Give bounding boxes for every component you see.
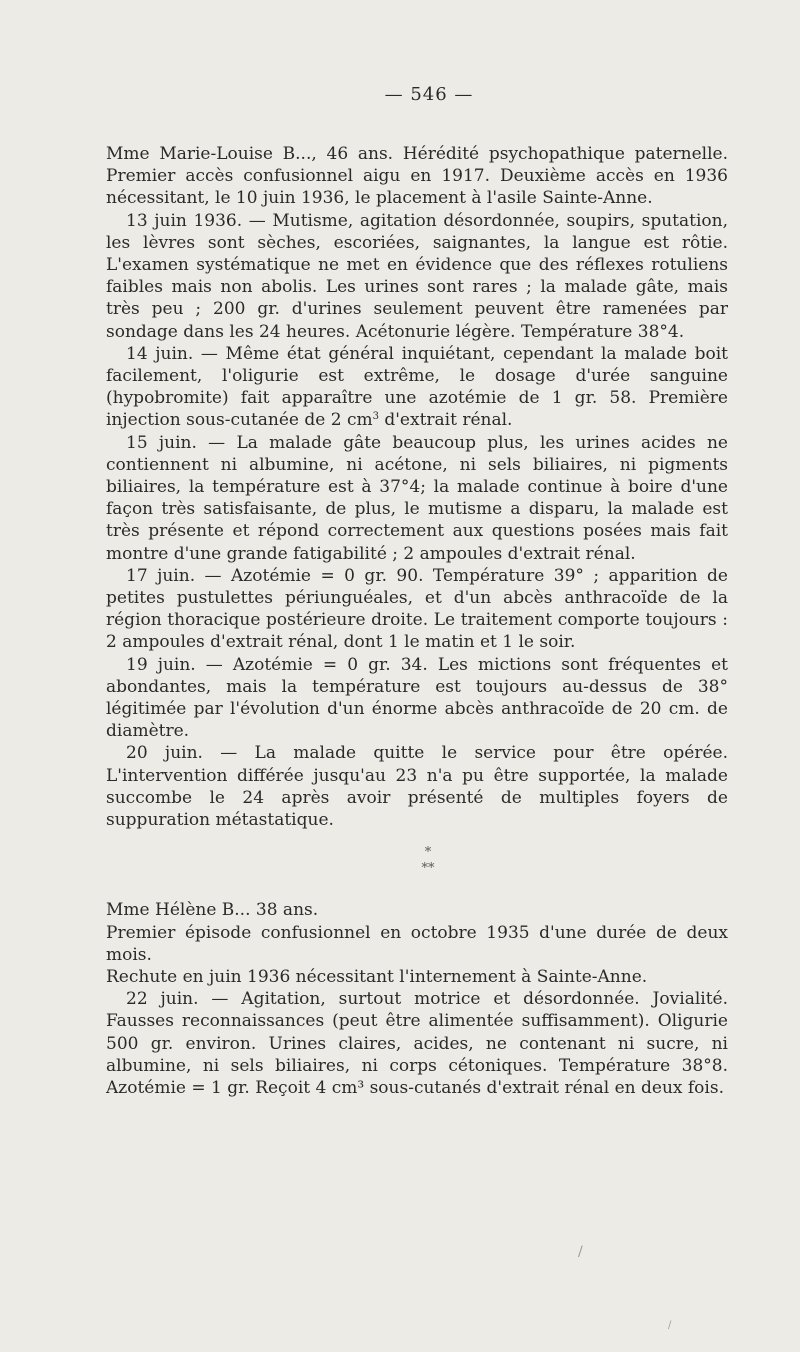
entry-14-juin-text-end: d'extrait rénal. (378, 410, 513, 431)
entry-13-juin: 13 juin 1936. — Mutisme, agitation désordonnée, soupirs, sputation, les lèvres sont sèches, escoriées, saignantes, la langue est rôtie. L'examen systématique ne met en évidence que des réflexes rotuliens faibles mais non abolis. Les urines sont rares ; la malade gâte, mais très peu ; 200 gr. d'urines seulement peuvent être ramenées par sondage dans les 24 heures. Acétonurie légère. Température 38°4. (106, 210, 728, 342)
asterism-bottom: ** (421, 861, 435, 877)
asterism-separator (128, 845, 728, 877)
superscript-3: 3 (372, 411, 379, 423)
page-number: — 546 — (384, 84, 474, 105)
case-intro-paragraph: Mme Marie-Louise B..., 46 ans. Hérédité psychopathique paternelle. Premier accès confusionnel aigu en 1917. Deuxième accès en 1936 nécessitant, le 10 juin 1936, le placement à l'asile Sainte-Anne. (106, 144, 728, 209)
case-report-helene (106, 899, 728, 1099)
first-episode-paragraph: Premier épisode confusionnel en octobre 1935 d'une durée de deux mois. (106, 922, 728, 965)
entry-22-juin: 22 juin. — Agitation, surtout motrice et désordonnée. Jovialité. Fausses reconnaissances (peut être alimentée suffisamment). Oligurie 500 gr. environ. Urines claires, acides, ne contenant ni sucre, ni albumine, ni sels biliaires, ni corps cétoniques. Température 38°8. Azotémie = 1 gr. Reçoit 4 cm³ sous-cutanés d'extrait rénal en deux fois. (106, 989, 728, 1098)
entry-14-juin-text: 14 juin. — Même état général inquiétant, cependant la malade boit facilement, l'oligurie est extrême, le dosage d'urée sanguine (hypobromite) fait apparaître une azotémie de 1 gr. 58. Première injection sous-cutanée de 2 cm (106, 343, 728, 431)
scan-mark: / (578, 1244, 583, 1260)
case-intro-paragraph: Mme Hélène B... 38 ans. (106, 900, 319, 921)
entry-17-juin: 17 juin. — Azotémie = 0 gr. 90. Température 39° ; apparition de petites pustulettes périunguéales, et d'un abcès anthracoïde de la région thoracique postérieure droite. Le traitement comporte toujours : 2 ampoules d'extrait rénal, dont 1 le matin et 1 le soir. (106, 565, 728, 653)
relapse-paragraph: Rechute en juin 1936 nécessitant l'internement à Sainte-Anne. (106, 966, 648, 987)
entry-19-juin: 19 juin. — Azotémie = 0 gr. 34. Les mictions sont fréquentes et abondantes, mais la température est toujours au-dessus de 38° légitimée par l'évolution d'un énorme abcès anthracoïde de 20 cm. de diamètre. (106, 654, 728, 742)
entry-20-juin: 20 juin. — La malade quitte le service pour être opérée. L'intervention différée jusqu'au 23 n'a pu être supportée, la malade succombe le 24 après avoir présenté de multiples foyers de suppuration métastatique. (106, 743, 728, 831)
entry-14-juin (106, 343, 728, 432)
asterism-top: * (424, 845, 432, 861)
entry-15-juin: 15 juin. — La malade gâte beaucoup plus, les urines acides ne contiennent ni albumine, ni acétone, ni sels biliaires, ni pigments biliaires, la température est à 37°4; la malade continue à boire d'une façon très satisfaisante, de plus, le mutisme a disparu, la malade est très présente et répond correctement aux questions posées mais fait montre d'une grande fatigabilité ; 2 ampoules d'extrait rénal. (106, 432, 728, 564)
scan-mark: / (668, 1320, 672, 1331)
case-report-marie-louise (106, 143, 728, 831)
